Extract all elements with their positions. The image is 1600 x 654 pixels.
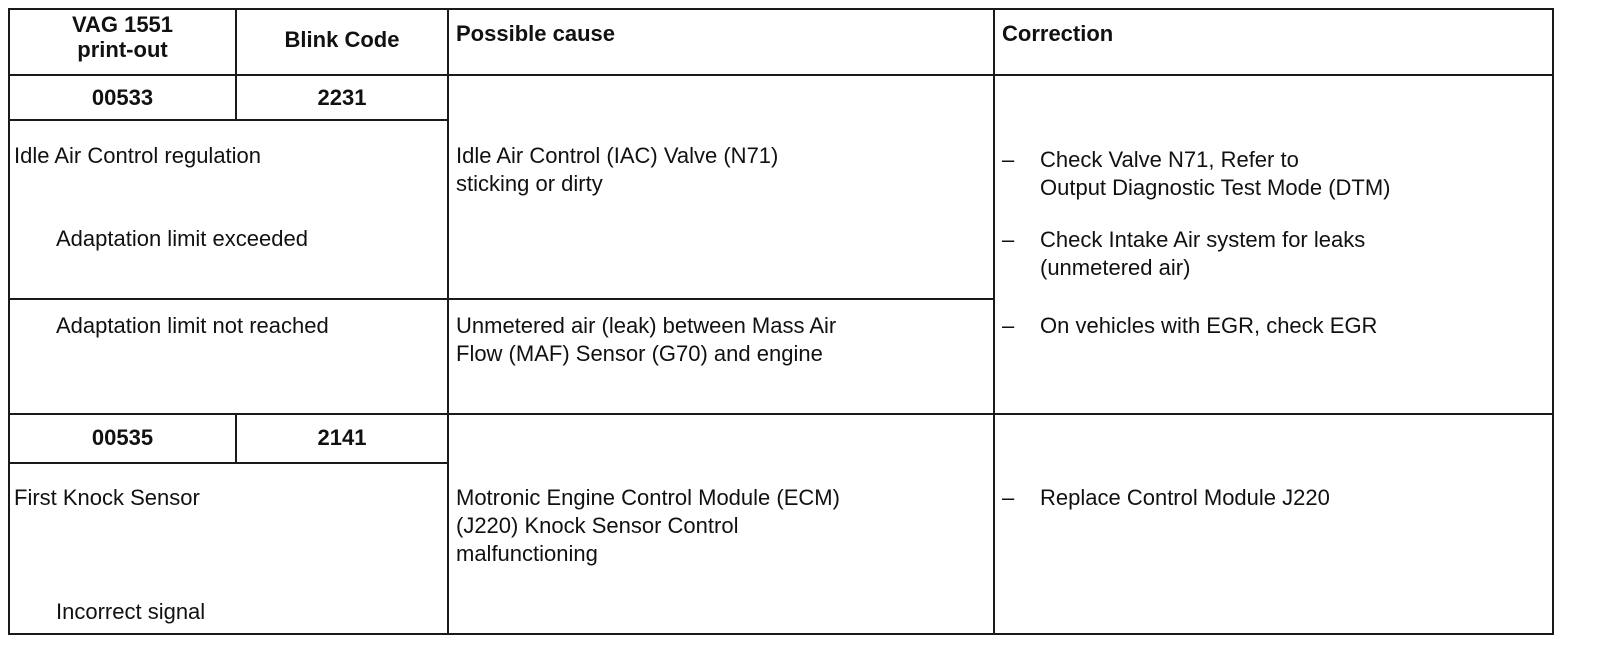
g1-cause1: Idle Air Control (IAC) Valve (N71) sticking or dirty [456,143,779,196]
g2-fault-title: First Knock Sensor [14,485,200,510]
correction-text: Check Intake Air system for leaks (unmetered air) [1040,227,1366,280]
g2-fault-sub1: Incorrect signal [56,599,206,624]
dash-marker: – [1002,313,1015,338]
rule-g1-code-bottom [8,119,448,121]
g2-vag-code: 00535 [91,425,154,450]
g2-cause1: Motronic Engine Control Module (ECM) (J220) Knock Sensor Control malfunctioning [456,485,840,566]
header-correction: Correction [1002,21,1114,46]
rule-col2 [447,8,449,635]
correction-text: Check Valve N71, Refer to Output Diagnostic Test Mode (DTM) [1040,147,1391,200]
header-blink-code: Blink Code [284,27,400,52]
rule-top [8,8,1554,10]
header-vag-printout: VAG 1551 print-out [71,12,174,62]
g1-cause2: Unmetered air (leak) between Mass Air Flow (MAF) Sensor (G70) and engine [456,313,837,366]
rule-right [1552,8,1554,635]
g1-blink-code: 2231 [317,85,367,110]
g1-fault-title: Idle Air Control regulation [14,143,262,168]
rule-header-bottom [8,74,1554,76]
rule-group-divider [8,413,1554,415]
dash-marker: – [1002,485,1015,510]
dash-marker: – [1002,227,1015,252]
rule-g1-split-cause [448,298,994,300]
rule-g1-split-left [8,298,448,300]
g1-fault-sub1: Adaptation limit exceeded [56,226,308,251]
g2-blink-code: 2141 [317,425,367,450]
rule-g2-code-bottom [8,462,448,464]
g1-vag-code: 00533 [91,85,154,110]
correction-text: Replace Control Module J220 [1040,485,1330,510]
rule-bottom [8,633,1554,635]
g1-fault-sub2: Adaptation limit not reached [56,313,329,338]
correction-text: On vehicles with EGR, check EGR [1040,313,1378,338]
rule-col3 [993,8,995,635]
dash-marker: – [1002,147,1015,172]
header-possible-cause: Possible cause [456,21,615,46]
